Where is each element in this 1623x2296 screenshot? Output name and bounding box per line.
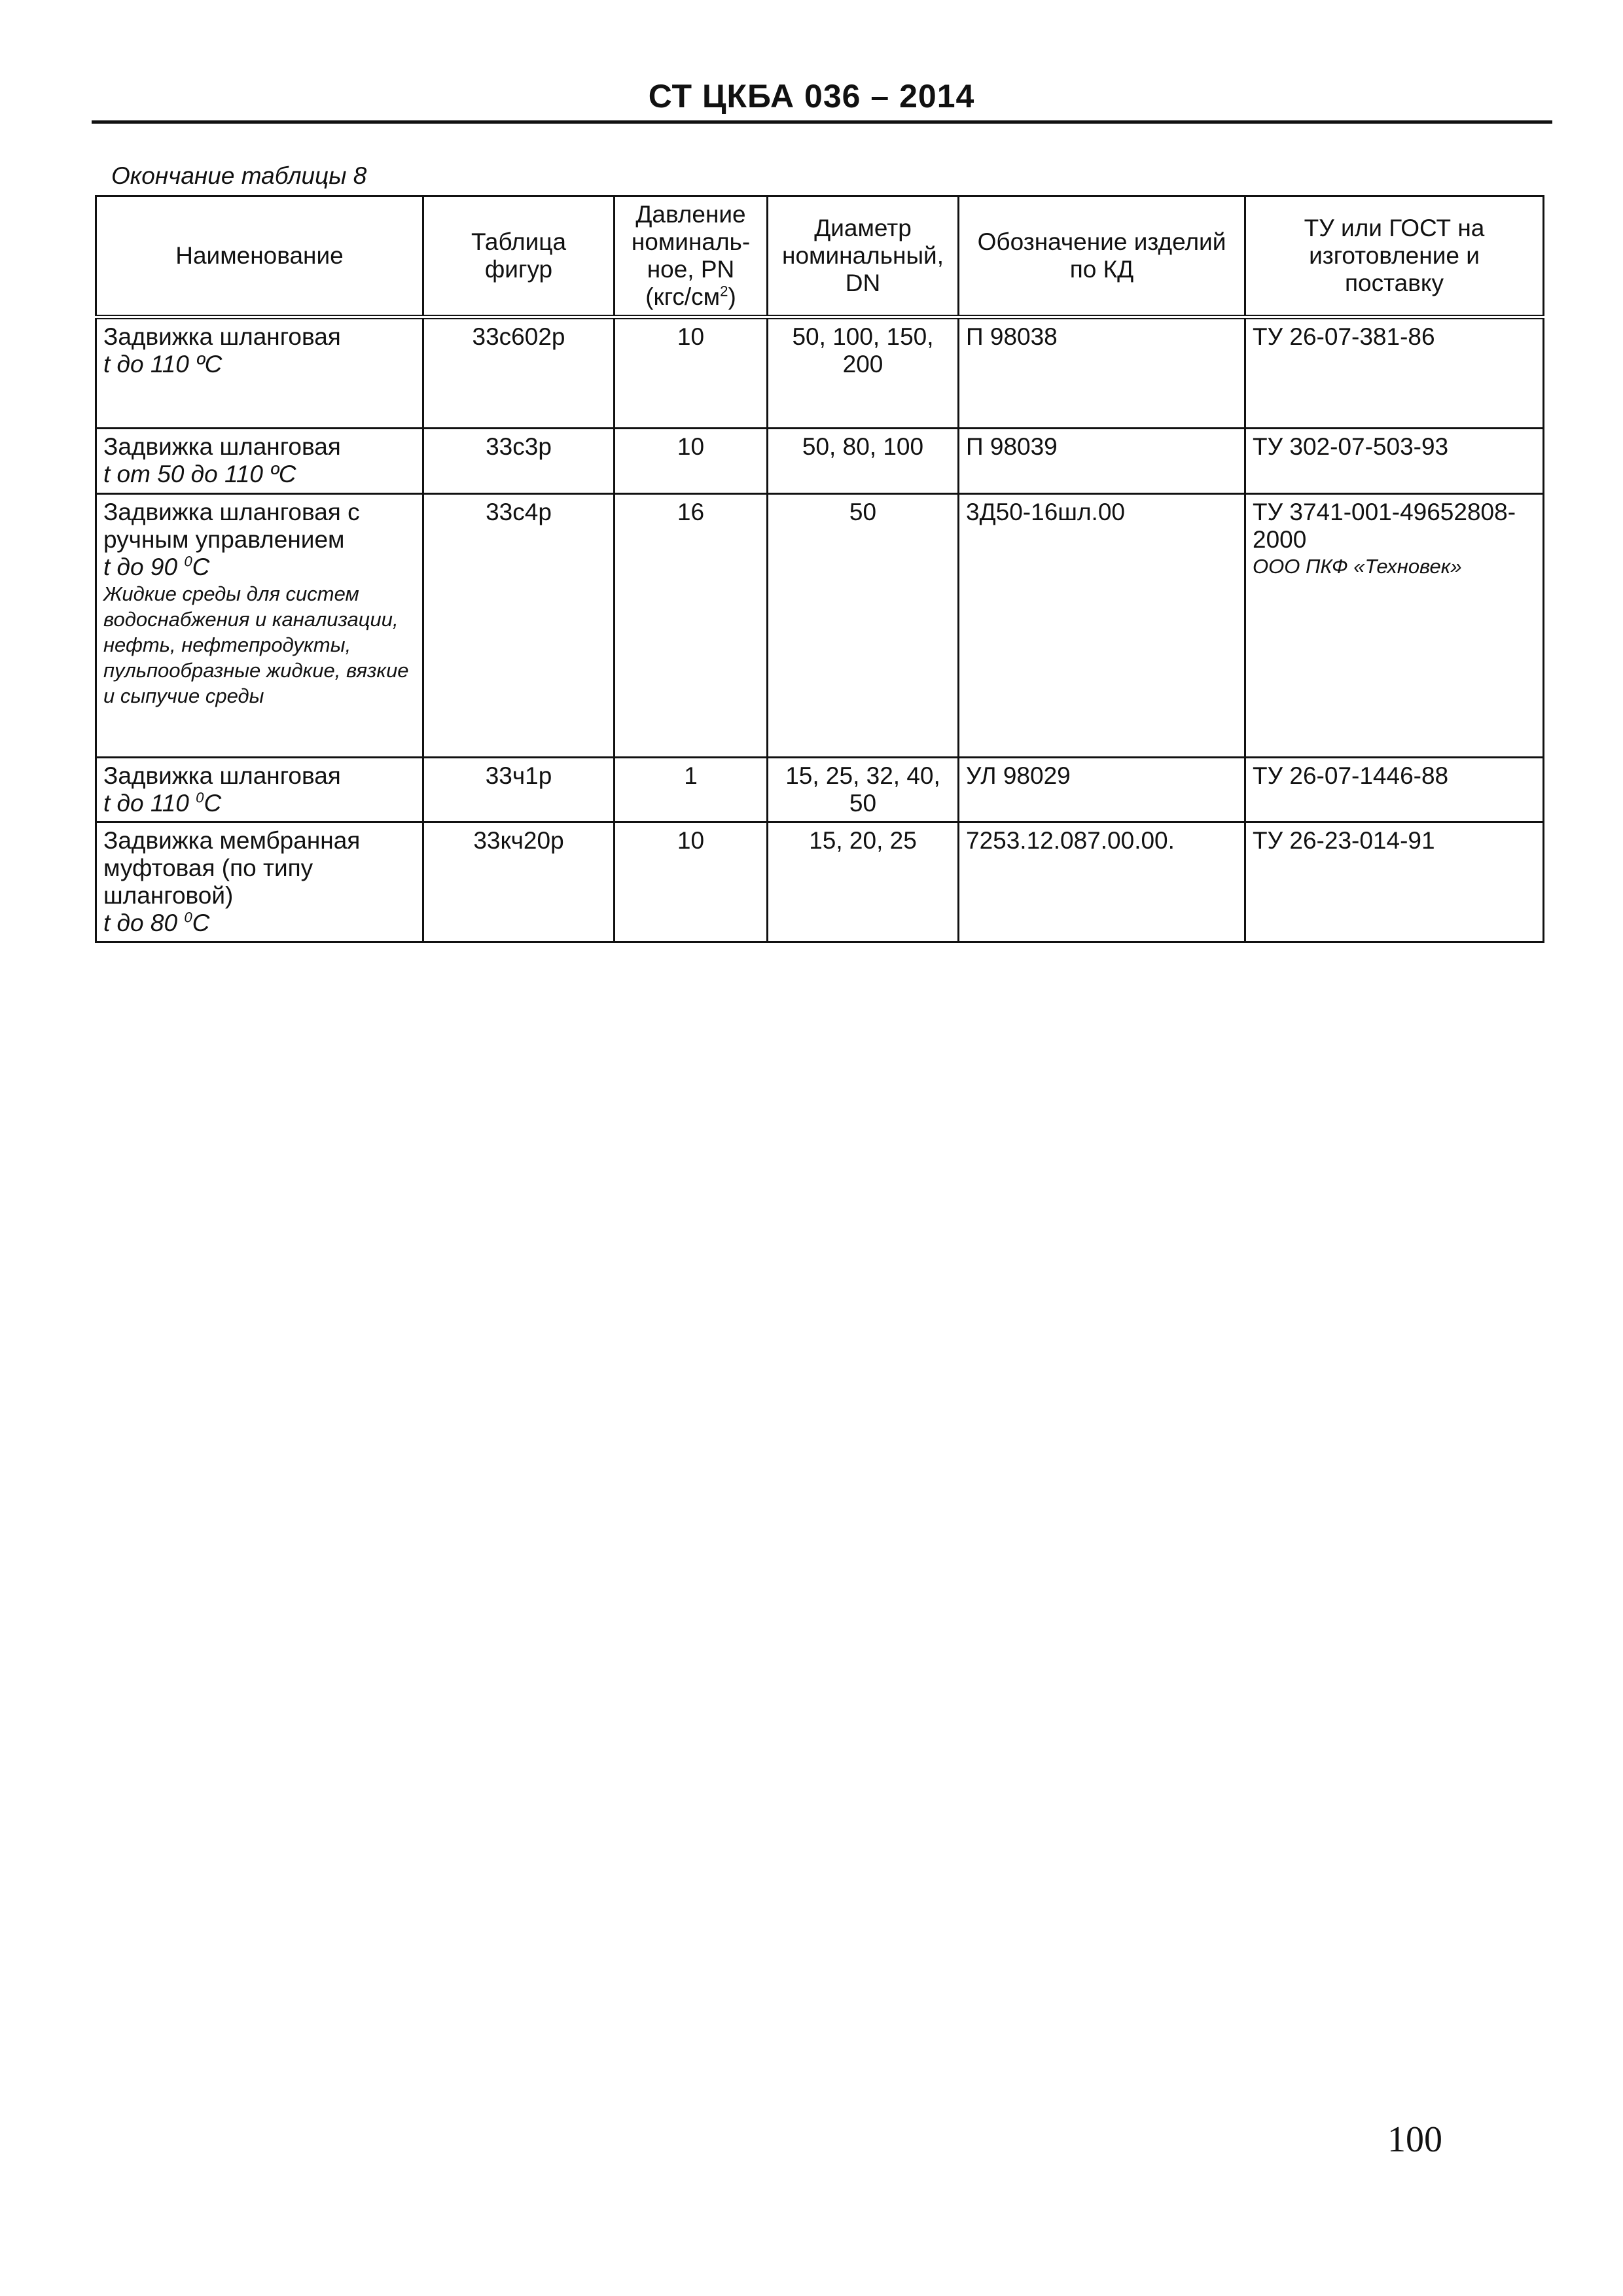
- cell-name: Задвижка шланговая t от 50 до 110 ºС: [96, 429, 423, 494]
- cell-name: Задвижка шланговая t до 110 ºС: [96, 317, 423, 429]
- header-diameter: Диаметр номинальный, DN: [768, 196, 959, 317]
- table-row: [96, 822, 1544, 942]
- cell-name: Задвижка шланговая t до 110 $^0$С: [96, 758, 423, 822]
- header-pressure: Давление номиналь- ное, PN $(кгс/см^2)$: [615, 196, 768, 317]
- cell-pressure: 10: [615, 822, 768, 942]
- header-rule: [92, 120, 1552, 124]
- cell-kd: УЛ 98029: [959, 758, 1245, 822]
- cell-kd: 3Д50-16шл.00: [959, 494, 1245, 758]
- cell-figure: 33кч20р: [423, 822, 615, 942]
- cell-name: Задвижка шланговая с ручным управлением t до 90 $^0$С Жидкие среды для систем водоснабжения и канализации, нефть, нефтепродукты, пульпообразные жидкие, вязкие и сыпучие среды: [96, 494, 423, 758]
- cell-kd: П 98039: [959, 429, 1245, 494]
- table-row: [96, 317, 1544, 429]
- page-number: 100: [1387, 2119, 1442, 2160]
- cell-tu: ТУ 302-07-503-93: [1245, 429, 1544, 494]
- document-code-title: СТ ЦКБА 036 – 2014: [648, 78, 975, 115]
- cell-diameter: 15, 20, 25: [768, 822, 959, 942]
- cell-name: Задвижка мембранная муфтовая (по типу шланговой) t до 80 $^0$С: [96, 822, 423, 942]
- cell-tu: ТУ 26-23-014-91: [1245, 822, 1544, 942]
- cell-figure: 33с3р: [423, 429, 615, 494]
- cell-pressure: 1: [615, 758, 768, 822]
- table-caption: Окончание таблицы 8: [111, 162, 367, 189]
- cell-pressure: 10: [615, 429, 768, 494]
- cell-kd: 7253.12.087.00.00.: [959, 822, 1245, 942]
- cell-pressure: 16: [615, 494, 768, 758]
- cell-tu: ТУ 26-07-1446-88: [1245, 758, 1544, 822]
- cell-tu: ТУ 3741-001-49652808-2000 ООО ПКФ «Техновек»: [1245, 494, 1544, 758]
- cell-figure: 33ч1р: [423, 758, 615, 822]
- cell-diameter: 50, 100, 150, 200: [768, 317, 959, 429]
- cell-diameter: 15, 25, 32, 40, 50: [768, 758, 959, 822]
- cell-kd: П 98038: [959, 317, 1245, 429]
- table-row: [96, 429, 1544, 494]
- table-row: [96, 758, 1544, 822]
- cell-figure: 33с4р: [423, 494, 615, 758]
- cell-pressure: 10: [615, 317, 768, 429]
- cell-figure: 33с602р: [423, 317, 615, 429]
- media-note: Жидкие среды для систем водоснабжения и канализации, нефть, нефтепродукты, пульпообразные жидкие, вязкие и сыпучие среды: [103, 582, 409, 707]
- header-kd-designation: Обозначение изделий по КД: [959, 196, 1245, 317]
- cell-diameter: 50, 80, 100: [768, 429, 959, 494]
- specification-table: [95, 195, 1544, 943]
- header-figure-table: Таблица фигур: [423, 196, 615, 317]
- cell-diameter: 50: [768, 494, 959, 758]
- supplier-name: ООО ПКФ «Техновек»: [1253, 555, 1462, 578]
- header-name: Наименование: [96, 196, 423, 317]
- table-row: [96, 494, 1544, 758]
- header-tu-gost: ТУ или ГОСТ на изготовление и поставку: [1245, 196, 1544, 317]
- table-header-row: [96, 196, 1544, 317]
- cell-tu: ТУ 26-07-381-86: [1245, 317, 1544, 429]
